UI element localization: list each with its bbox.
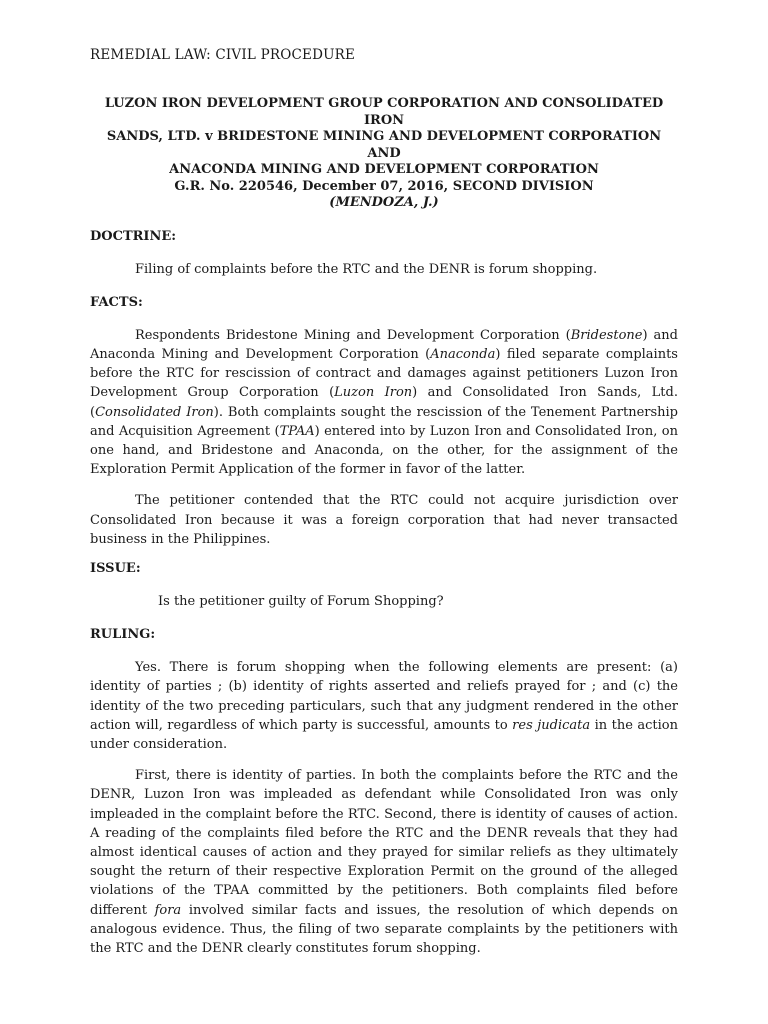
text-run: ) filed separate complaints before the RTC for rescission of contract and damages against petitioners Luzon Iron Development Group Corporation ( [90,346,678,401]
ruling-heading: RULING: [90,627,156,643]
text-run: in the action under consideration. [90,717,678,752]
text-run: Yes. There is forum shopping when the following elements are present: (a) identity of parties ; (b) identity of rights asserted and reliefs prayed for ; and (c) the identity of the two preceding particulars, such that any judgment rendered in the other action will, regardless of which party is successful, amounts to [90,660,678,733]
case-caption [90,96,678,212]
facts-paragraph-1 [90,326,678,480]
ponente: (MENDOZA, J.) [329,195,439,210]
facts-heading: FACTS: [90,294,143,310]
text-run: ). Both complaints sought the rescission of the Tenement Partnership and Acquisition Agreement ( [90,404,678,439]
doctrine-text: Filing of complaints before the RTC and the DENR is forum shopping. [135,261,598,277]
caption-line-3: ANACONDA MINING AND DEVELOPMENT CORPORATION [169,162,599,177]
italic-term: Bridestone [570,327,643,343]
text-run: ) and Consolidated Iron Sands, Ltd. ( [90,385,678,420]
italic-term: TPAA [279,423,315,439]
ruling-paragraph-1 [90,658,678,754]
italic-term: res judicata [512,717,591,733]
text-run: Respondents Bridestone Mining and Development Corporation ( [135,327,571,343]
text-run: ) entered into by Luzon Iron and Consolidated Iron, on one hand, and Bridestone and Anaconda, on the other, for the assignment of the Exploration Permit Application of the former in favor of the latter. [90,423,678,478]
text-run: ) and Anaconda Mining and Development Corporation ( [90,327,678,362]
text-run: involved similar facts and issues, the resolution of which depends on analogous evidence. Thus, the filing of two separate complaints by the petitioners with the RTC and the DENR clearly constitutes forum shopping. [90,902,679,956]
subject-heading: REMEDIAL LAW: CIVIL PROCEDURE [90,47,356,63]
issue-text: Is the petitioner guilty of Forum Shopping? [158,593,444,609]
italic-term: fora [154,902,182,918]
caption-line-2: SANDS, LTD. v BRIDESTONE MINING AND DEVELOPMENT CORPORATION AND [106,129,662,161]
italic-term: Anaconda [430,346,496,362]
issue-heading: ISSUE: [90,560,141,576]
ruling-paragraph-2 [90,766,678,958]
caption-line-1: LUZON IRON DEVELOPMENT GROUP CORPORATION AND CONSOLIDATED IRON [104,96,664,128]
text-run: First, there is identity of parties. In both the complaints before the RTC and the DENR, Luzon Iron was impleaded as defendant while Consolidated Iron was only impleaded in the complaint before the RTC. Second, there is identity of causes of action. A reading of the complaints filed before the RTC and the DENR reveals that they had almost identical causes of action and they prayed for similar reliefs as they ultimately sought the return of their respective Exploration Permit on the ground of the alleged violations of the TPAA committed by the petitioners. Both complaints filed before different [90,768,678,918]
case-citation: G.R. No. 220546, December 07, 2016, SECOND DIVISION [174,178,594,194]
facts-paragraph-2: The petitioner contended that the RTC could not acquire jurisdiction over Consolidated Iron because it was a foreign corporation that had never transacted business in the Philippines. [90,493,678,547]
italic-term: Consolidated Iron [95,404,214,420]
doctrine-heading: DOCTRINE: [90,228,177,244]
italic-term: Luzon Iron [334,385,413,401]
